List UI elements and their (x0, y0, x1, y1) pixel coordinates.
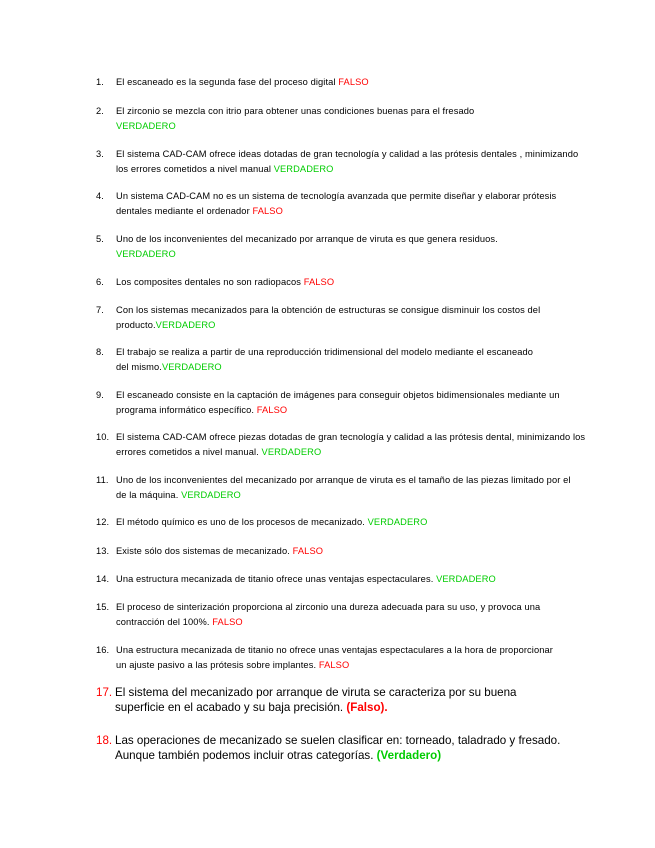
answer-label: (Verdadero) (376, 749, 442, 762)
question-number: 9. (96, 390, 104, 400)
question-text: Uno de los inconvenientes del mecanizado por arranque de viruta es el tamaño de las piezas limitado por el de la máquina. (116, 475, 571, 500)
answer-label: FALSO (318, 659, 350, 670)
answer-label: FALSO (303, 277, 335, 287)
answer-label: VERDADERO (116, 248, 176, 259)
question-text: Uno de los inconvenientes del mecanizado por arranque de viruta es que genera residuos. (116, 234, 498, 244)
answer-label: FALSO (292, 546, 324, 556)
question-text: El sistema del mecanizado por arranque de viruta se caracteriza por su buena superficie en el acabado y su baja precisión. (115, 686, 517, 714)
answer-label: FALSO (212, 616, 243, 627)
answer-label: FALSO (256, 404, 288, 415)
question-number: 5. (96, 234, 104, 244)
question-text: El proceso de sinterización proporciona al zirconio una dureza adecuada para su uso, y provoca una contracción del 100%. (116, 602, 541, 627)
question-text: El trabajo se realiza a partir de una reproducción tridimensional del modelo mediante el escaneado del mismo. (116, 347, 534, 372)
question-text: Una estructura mecanizada de titanio ofrece unas ventajas espectaculares. (116, 574, 434, 584)
question-number: 6. (96, 277, 104, 287)
question-text: El sistema CAD-CAM ofrece piezas dotadas de gran tecnología y calidad a las prótesis dental, minimizando los errores cometidos a nivel manual. (116, 432, 586, 457)
question-text: Una estructura mecanizada de titanio no ofrece unas ventajas espectaculares a la hora de proporcionar un ajuste pasivo a las prótesis sobre implantes. (116, 645, 553, 670)
question-number: 3. (96, 149, 104, 159)
question-text: El sistema CAD-CAM ofrece ideas dotadas de gran tecnología y calidad a las prótesis dentales , minimizando los errores cometidos a nivel manual (116, 149, 579, 174)
question-number: 17. (96, 686, 113, 699)
question-number: 13. (96, 546, 110, 556)
answer-label: VERDADERO (367, 517, 428, 527)
question-number: 14. (96, 574, 110, 584)
answer-label: FALSO (252, 205, 283, 216)
answer-label: VERDADERO (116, 120, 176, 131)
question-text: Un sistema CAD-CAM no es un sistema de tecnología avanzada que permite diseñar y elaborar prótesis dentales mediante el ordenador (116, 191, 557, 216)
question-text: Los composites dentales no son radiopacos (116, 277, 301, 287)
question-number: 12. (96, 517, 110, 527)
question-number: 11. (96, 475, 109, 485)
question-number: 16. (96, 645, 110, 655)
answer-label: VERDADERO (273, 163, 334, 174)
answer-label: FALSO (338, 77, 369, 87)
answer-label: VERDADERO (181, 489, 241, 500)
question-text: El escaneado consiste en la captación de imágenes para conseguir objetos bidimensionales mediante un programa informático específico. (116, 390, 560, 415)
answer-label: VERDADERO (436, 574, 496, 584)
question-number: 10. (96, 432, 110, 442)
answer-label: VERDADERO (261, 446, 322, 457)
question-number: 7. (96, 305, 104, 315)
question-text: Las operaciones de mecanizado se suelen clasificar en: torneado, taladrado y fresado. Aunque también podemos incluir otras categorías. (115, 734, 561, 762)
question-text: El método químico es uno de los procesos de mecanizado. (116, 517, 365, 527)
question-text: Existe sólo dos sistemas de mecanizado. (116, 546, 290, 556)
question-number: 15. (96, 602, 110, 612)
question-text: El zirconio se mezcla con itrio para obtener unas condiciones buenas para el fresado (116, 106, 475, 116)
answer-label: VERDADERO (155, 319, 216, 330)
question-text: Con los sistemas mecanizados para la obtención de estructuras se consigue disminuir los costos del producto. (116, 305, 541, 330)
answer-label: VERDADERO (161, 361, 222, 372)
answer-label: (Falso). (346, 701, 388, 714)
question-number: 1. (96, 77, 104, 87)
question-number: 2. (96, 106, 104, 116)
question-number: 8. (96, 347, 104, 357)
question-number: 4. (96, 191, 104, 201)
question-text: El escaneado es la segunda fase del proceso digital (116, 77, 336, 87)
question-number: 18. (96, 734, 113, 747)
